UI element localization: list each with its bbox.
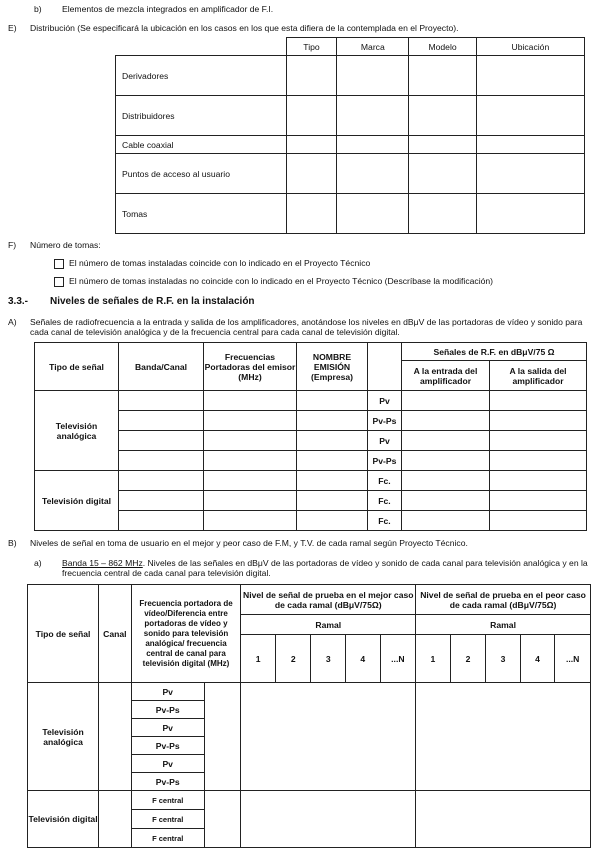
rf-header-tipo: Tipo de señal bbox=[35, 343, 119, 391]
user-label-fcentral: F central bbox=[131, 810, 204, 829]
rf-label: Pv-Ps bbox=[368, 411, 402, 431]
item-b-text: Elementos de mezcla integrados en amplificador de F.I. bbox=[62, 4, 274, 14]
user-header-peor: Nivel de señal de prueba en el peor caso de cada ramal (dBμV/75Ω) bbox=[416, 585, 591, 615]
ramal-header-mejor: Ramal bbox=[241, 615, 416, 635]
section-number: 3.3.- bbox=[8, 296, 29, 307]
ramal-col: ...N bbox=[555, 635, 591, 683]
checkbox-icon[interactable] bbox=[54, 259, 64, 269]
user-header-mejor: Nivel de señal de prueba en el mejor caso de cada ramal (dBμV/75Ω) bbox=[241, 585, 416, 615]
ramal-col: 2 bbox=[275, 635, 311, 683]
user-levels-table bbox=[27, 584, 591, 848]
item-ba-letter: a) bbox=[34, 558, 42, 568]
user-label-fcentral: F central bbox=[131, 829, 204, 848]
ramal-col: ...N bbox=[380, 635, 416, 683]
rf-header-entrada: A la entrada del amplificador bbox=[402, 361, 490, 391]
rf-header-banda: Banda/Canal bbox=[119, 343, 204, 391]
user-tv-digital: Televisión digital bbox=[28, 791, 99, 848]
ramal-col: 4 bbox=[346, 635, 381, 683]
user-label: Pv bbox=[131, 755, 204, 773]
band-label: Banda 15 – 862 MHz bbox=[62, 558, 143, 568]
user-header-tipo: Tipo de señal bbox=[28, 585, 99, 683]
ramal-col: 3 bbox=[486, 635, 521, 683]
item-bb-letter: B) bbox=[8, 538, 17, 548]
item-f-text: Número de tomas: bbox=[30, 240, 101, 250]
rf-label: Pv-Ps bbox=[368, 451, 402, 471]
dist-row-label: Cable coaxial bbox=[116, 136, 287, 154]
ramal-col: 2 bbox=[450, 635, 486, 683]
dist-row-label: Derivadores bbox=[116, 56, 287, 96]
item-e-text: Distribución (Se especificará la ubicación en los casos en los que esta difiera de la contemplada en el Proyecto). bbox=[30, 23, 459, 33]
rf-tv-digital: Televisión digital bbox=[35, 471, 119, 531]
rf-header-freq: Frecuencias Portadoras del emisor (MHz) bbox=[204, 343, 297, 391]
checkbox-icon[interactable] bbox=[54, 277, 64, 287]
dist-row-label: Tomas bbox=[116, 194, 287, 234]
item-ba-text: Banda 15 – 862 MHz. Niveles de las señales en dBμV de las portadoras de vídeo y sonido de cada canal para televisión analógica y en la frecuencia central de cada canal para televisión digital. bbox=[62, 558, 588, 578]
user-label: Pv bbox=[131, 719, 204, 737]
user-label: Pv-Ps bbox=[131, 773, 204, 791]
rf-label: Fc. bbox=[368, 471, 402, 491]
checkbox-option-coincide[interactable]: El número de tomas instaladas coincide con lo indicado en el Proyecto Técnico bbox=[54, 258, 370, 269]
distribution-table bbox=[115, 37, 585, 234]
user-header-canal: Canal bbox=[99, 585, 132, 683]
item-a-text: Señales de radiofrecuencia a la entrada y salida de los amplificadores, anotándose los niveles en dBμV de las portadoras de vídeo y sonido para cada canal de televisión analógica y de la frecuencia central para cada canal de televisión digital. bbox=[30, 317, 583, 337]
item-bb-text: Niveles de señal en toma de usuario en el mejor y peor caso de F.M, y T.V. de cada ramal según Proyecto Técnico. bbox=[30, 538, 468, 548]
dist-row-label: Distribuidores bbox=[116, 96, 287, 136]
rf-header-nombre: NOMBRE EMISIÓN (Empresa) bbox=[297, 343, 368, 391]
user-label: Pv-Ps bbox=[131, 737, 204, 755]
rf-label: Pv bbox=[368, 431, 402, 451]
rf-label: Fc. bbox=[368, 511, 402, 531]
rf-label: Pv bbox=[368, 391, 402, 411]
dist-header-marca: Marca bbox=[337, 38, 409, 56]
ramal-col: 4 bbox=[520, 635, 555, 683]
dist-row-label: Puntos de acceso al usuario bbox=[116, 154, 287, 194]
rf-label: Fc. bbox=[368, 491, 402, 511]
ramal-col: 3 bbox=[311, 635, 346, 683]
item-a-letter: A) bbox=[8, 317, 17, 327]
checkbox-option-no-coincide[interactable]: El número de tomas instaladas no coincide con lo indicado en el Proyecto Técnico (Descríbase la modificación) bbox=[54, 276, 493, 287]
dist-header-modelo: Modelo bbox=[409, 38, 476, 56]
rf-header-salida: A la salida del amplificador bbox=[490, 361, 587, 391]
rf-tv-analogica: Televisión analógica bbox=[35, 391, 119, 471]
section-title: Niveles de señales de R.F. en la instalación bbox=[50, 296, 255, 307]
user-label-fcentral: F central bbox=[131, 791, 204, 810]
dist-header-ubicacion: Ubicación bbox=[476, 38, 584, 56]
user-label: Pv-Ps bbox=[131, 701, 204, 719]
rf-levels-table bbox=[34, 342, 587, 531]
ramal-col: 1 bbox=[241, 635, 276, 683]
user-tv-analogica: Televisión analógica bbox=[28, 683, 99, 791]
item-e-letter: E) bbox=[8, 23, 17, 33]
item-f-letter: F) bbox=[8, 240, 17, 250]
dist-header-tipo: Tipo bbox=[286, 38, 337, 56]
user-header-freq: Frecuencia portadora de vídeo/Diferencia entre portadoras de vídeo y sonido para televisión analógica/ frecuencia central de canal para televisión digital (MHz) bbox=[131, 585, 241, 683]
rf-header-senales: Señales de R.F. en dBμV/75 Ω bbox=[402, 343, 587, 361]
ramal-header-peor: Ramal bbox=[416, 615, 591, 635]
item-b-letter: b) bbox=[34, 4, 42, 14]
user-label: Pv bbox=[131, 683, 204, 701]
ramal-col: 1 bbox=[416, 635, 451, 683]
